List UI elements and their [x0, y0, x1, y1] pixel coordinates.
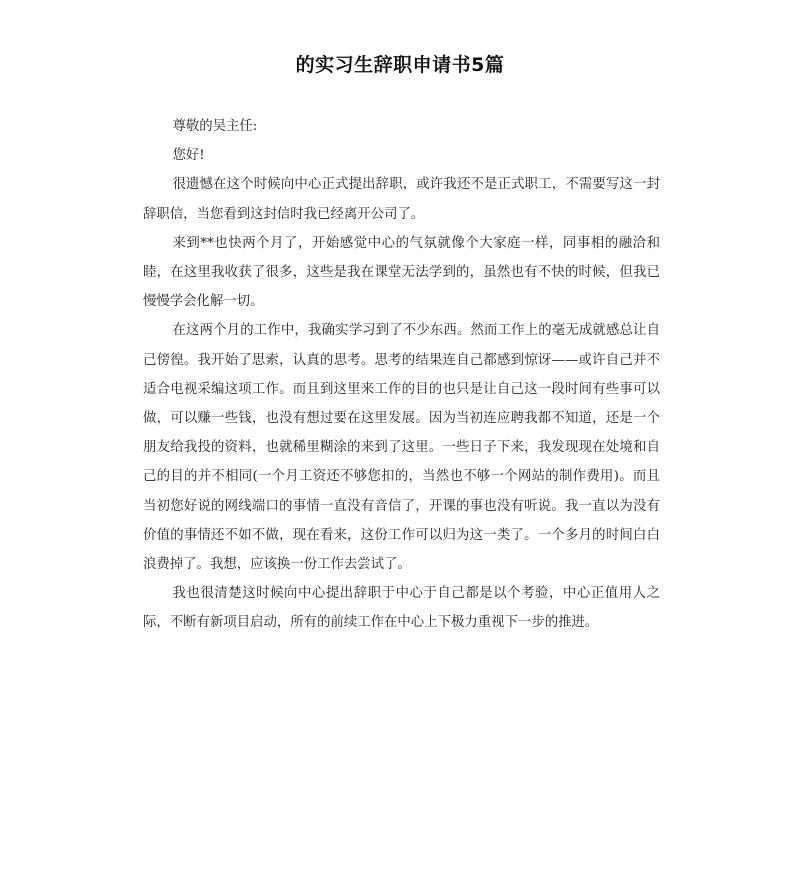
paragraph: 很遗憾在这个时候向中心正式提出辞职，或许我还不是正式职工，不需要写这一封辞职信，当您看到这封信时我已经离开公司了。: [143, 177, 660, 222]
letter-body: [143, 112, 660, 638]
salutation: 尊敬的吴主任:: [172, 119, 258, 134]
document-title: 的实习生辞职申请书5篇: [295, 54, 505, 76]
paragraph: 来到**也快两个月了，开始感觉中心的气氛就像个大家庭一样，同事相的融洽和睦，在这里我收获了很多，这些是我在课堂无法学到的，虽然也有不快的时候，但我已慢慢学会化解一切。: [143, 235, 660, 310]
paragraph: 我也很清楚这时候向中心提出辞职于中心于自己都是以个考验，中心正值用人之际，不断有新项目启动，所有的前续工作在中心上下极力重视下一步的推进。: [143, 586, 660, 631]
greeting: 您好!: [172, 148, 205, 164]
paragraph: 在这两个月的工作中，我确实学习到了不少东西。然而工作上的毫无成就感总让自己傍徨。我开始了思索，认真的思考。思考的结果连自己都感到惊讶——或许自己并不适合电视采编这项工作。而且到这里来工作的目的也只是让自己这一段时间有些事可以做，可以赚一些钱，也没有想过要在这里发展。因为当初连应聘我都不知道，还是一个朋友给我投的资料，也就稀里糊涂的来到了这里。一些日子下来，我发现现在处境和自己的目的并不相同(一个月工资还不够您扣的，当然也不够一个网站的制作费用)。而且当初您好说的网线端口的事情一直没有音信了，开课的事也没有听说。我一直以为没有价值的事情还不如不做，现在看来，这份工作可以归为这一类了。一个多月的时间白白浪费掉了。我想，应该换一份工作去尝试了。: [143, 323, 660, 573]
